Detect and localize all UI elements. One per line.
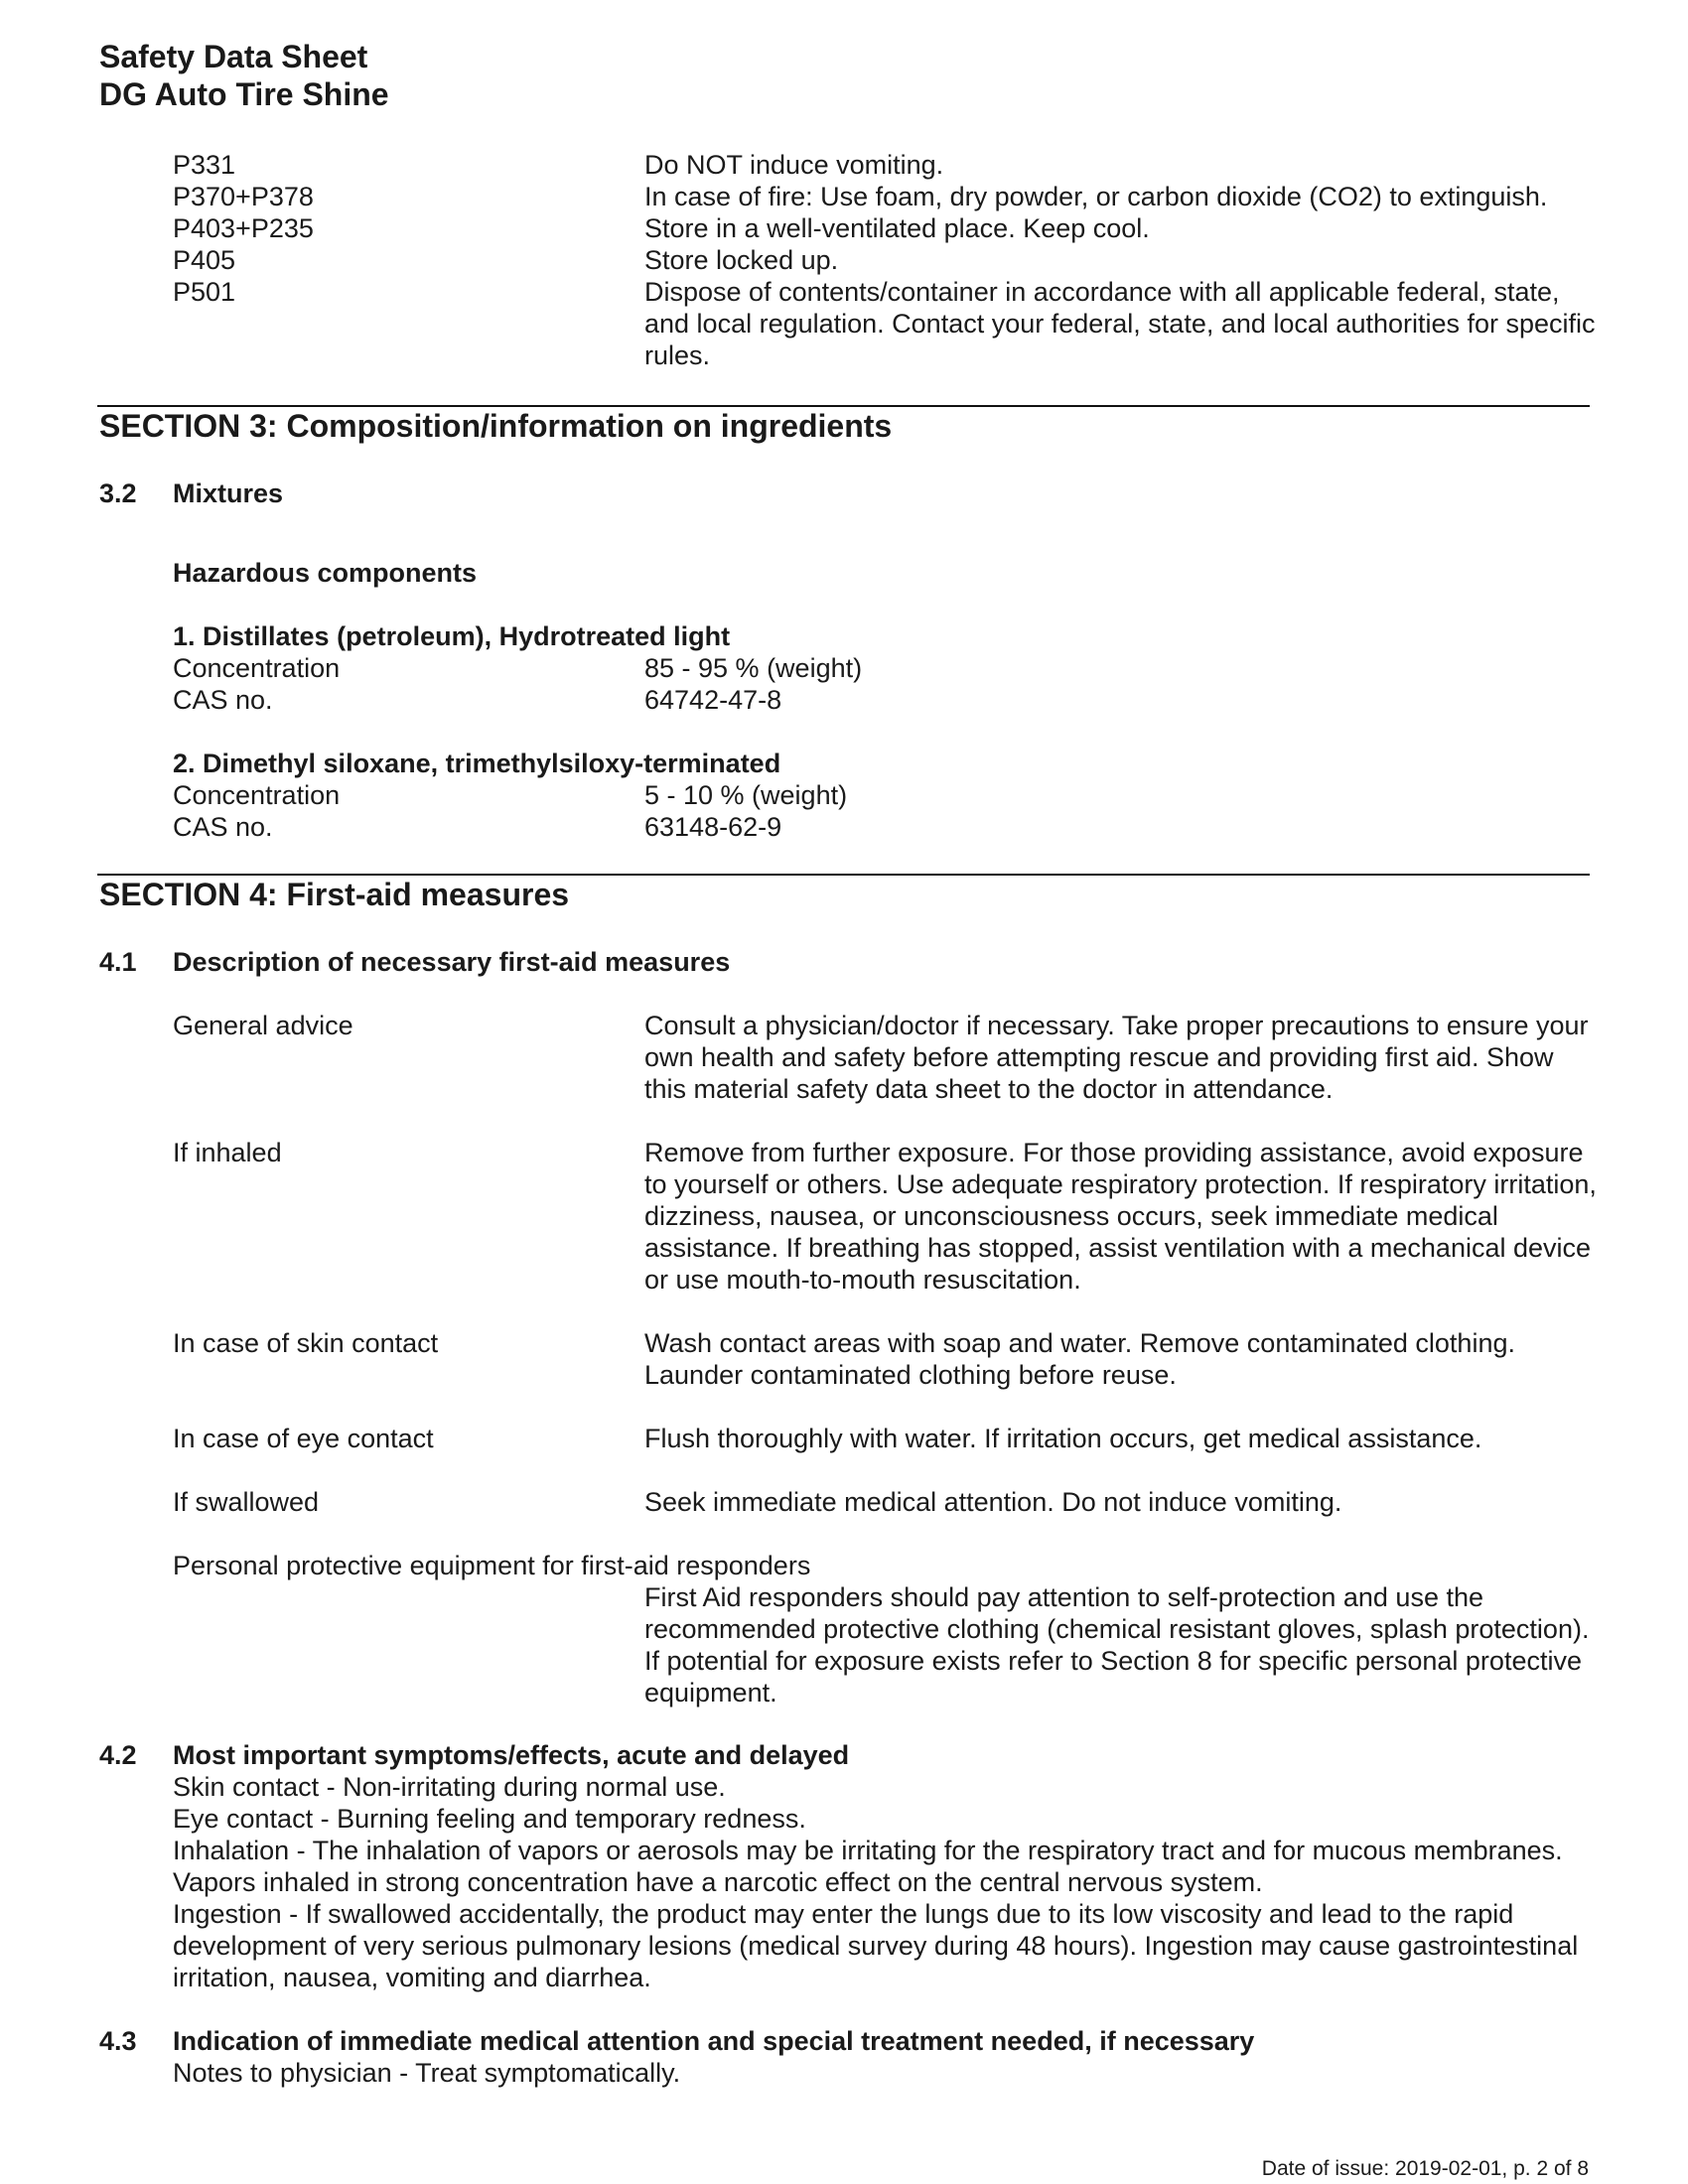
first-aid-text: Wash contact areas with soap and water. Remove contaminated clothing. Launder contaminated clothing before reuse. — [644, 1328, 1515, 1390]
cas-value: 63148-62-9 — [644, 812, 782, 842]
concentration-value: 85 - 95 % (weight) — [644, 653, 863, 683]
subsection-number: 4.1 — [99, 947, 137, 977]
cas-label: CAS no. — [173, 812, 273, 842]
first-aid-label: If swallowed — [173, 1487, 320, 1517]
concentration-label: Concentration — [173, 780, 341, 810]
subsection-title: Indication of immediate medical attention and special treatment needed, if necessary — [173, 2026, 1255, 2056]
first-aid-label: If inhaled — [173, 1138, 282, 1167]
cas-value: 64742-47-8 — [644, 685, 782, 715]
first-aid-label: In case of eye contact — [173, 1424, 434, 1453]
first-aid-text: Flush thoroughly with water. If irritation occurs, get medical assistance. — [644, 1424, 1482, 1453]
document-title: Safety Data Sheet — [99, 39, 368, 74]
section-4-title: SECTION 4: First-aid measures — [99, 877, 570, 912]
concentration-label: Concentration — [173, 653, 341, 683]
document-header — [99, 38, 389, 113]
precaution-text: In case of fire: Use foam, dry powder, or carbon dioxide (CO2) to extinguish. — [644, 182, 1548, 211]
symptom-line: Skin contact - Non-irritating during normal use. — [173, 1772, 726, 1802]
subsection-number: 4.3 — [99, 2026, 137, 2056]
hazardous-components-heading: Hazardous components — [173, 558, 478, 588]
symptoms-text — [173, 1771, 1603, 1993]
subsection-title: Mixtures — [173, 478, 284, 508]
precaution-code: P403+P235 — [173, 213, 314, 243]
subsection-number: 4.2 — [99, 1740, 137, 1770]
physician-notes: Notes to physician - Treat symptomatically. — [173, 2058, 681, 2088]
component-name: 1. Distillates (petroleum), Hydrotreated light — [173, 621, 731, 651]
precaution-code: P405 — [173, 245, 236, 275]
precaution-code: P370+P378 — [173, 182, 314, 211]
precaution-text: Do NOT induce vomiting. — [644, 150, 944, 180]
component-name: 2. Dimethyl siloxane, trimethylsiloxy-terminated — [173, 749, 781, 778]
subsection-number: 3.2 — [99, 478, 137, 508]
symptom-line: Eye contact - Burning feeling and temporary redness. — [173, 1804, 806, 1834]
subsection-title: Description of necessary first-aid measures — [173, 947, 731, 977]
precaution-code: P331 — [173, 150, 236, 180]
first-aid-label: In case of skin contact — [173, 1328, 439, 1358]
symptom-line: Inhalation - The inhalation of vapors or aerosols may be irritating for the respiratory tract and for mucous membranes. Vapors inhaled in strong concentration have a narcotic effect on the central nervous system. — [173, 1836, 1563, 1897]
concentration-value: 5 - 10 % (weight) — [644, 780, 848, 810]
section-3-title: SECTION 3: Composition/information on ingredients — [99, 408, 893, 444]
first-aid-text: Consult a physician/doctor if necessary. Take proper precautions to ensure your own health and safety before attempting rescue and providing first aid. Show this material safety data sheet to the doctor in attendance. — [644, 1011, 1589, 1104]
first-aid-text: Seek immediate medical attention. Do not induce vomiting. — [644, 1487, 1342, 1517]
precaution-text: Store in a well-ventilated place. Keep cool. — [644, 213, 1150, 243]
subsection-title: Most important symptoms/effects, acute and delayed — [173, 1740, 850, 1770]
precaution-code: P501 — [173, 277, 236, 307]
product-name: DG Auto Tire Shine — [99, 76, 389, 112]
precaution-text: Store locked up. — [644, 245, 839, 275]
first-aid-label: General advice — [173, 1011, 353, 1040]
first-aid-text: Remove from further exposure. For those providing assistance, avoid exposure to yourself or others. Use adequate respiratory protection. If respiratory irritation, dizziness, nausea, or unconsciousness occurs, seek immediate medical assistance. If breathing has stopped, assist ventilation with a mechanical device or use mouth-to-mouth resuscitation. — [644, 1138, 1597, 1295]
precaution-text: Dispose of contents/container in accordance with all applicable federal, state, and local regulation. Contact your federal, state, and local authorities for specific rules. — [644, 277, 1596, 370]
symptom-line: Ingestion - If swallowed accidentally, the product may enter the lungs due to its low viscosity and lead to the rapid development of very serious pulmonary lesions (medical survey during 48 hours). Ingestion may cause gastrointestinal irritation, nausea, vomiting and diarrhea. — [173, 1899, 1579, 1992]
page-footer: Date of issue: 2019-02-01, p. 2 of 8 — [1261, 2157, 1589, 2180]
ppe-label: Personal protective equipment for first-aid responders — [173, 1551, 811, 1580]
cas-label: CAS no. — [173, 685, 273, 715]
ppe-text: First Aid responders should pay attention to self-protection and use the recommended protective clothing (chemical resistant gloves, splash protection). If potential for exposure exists refer to Section 8 for specific personal protective equipment. — [644, 1582, 1590, 1707]
